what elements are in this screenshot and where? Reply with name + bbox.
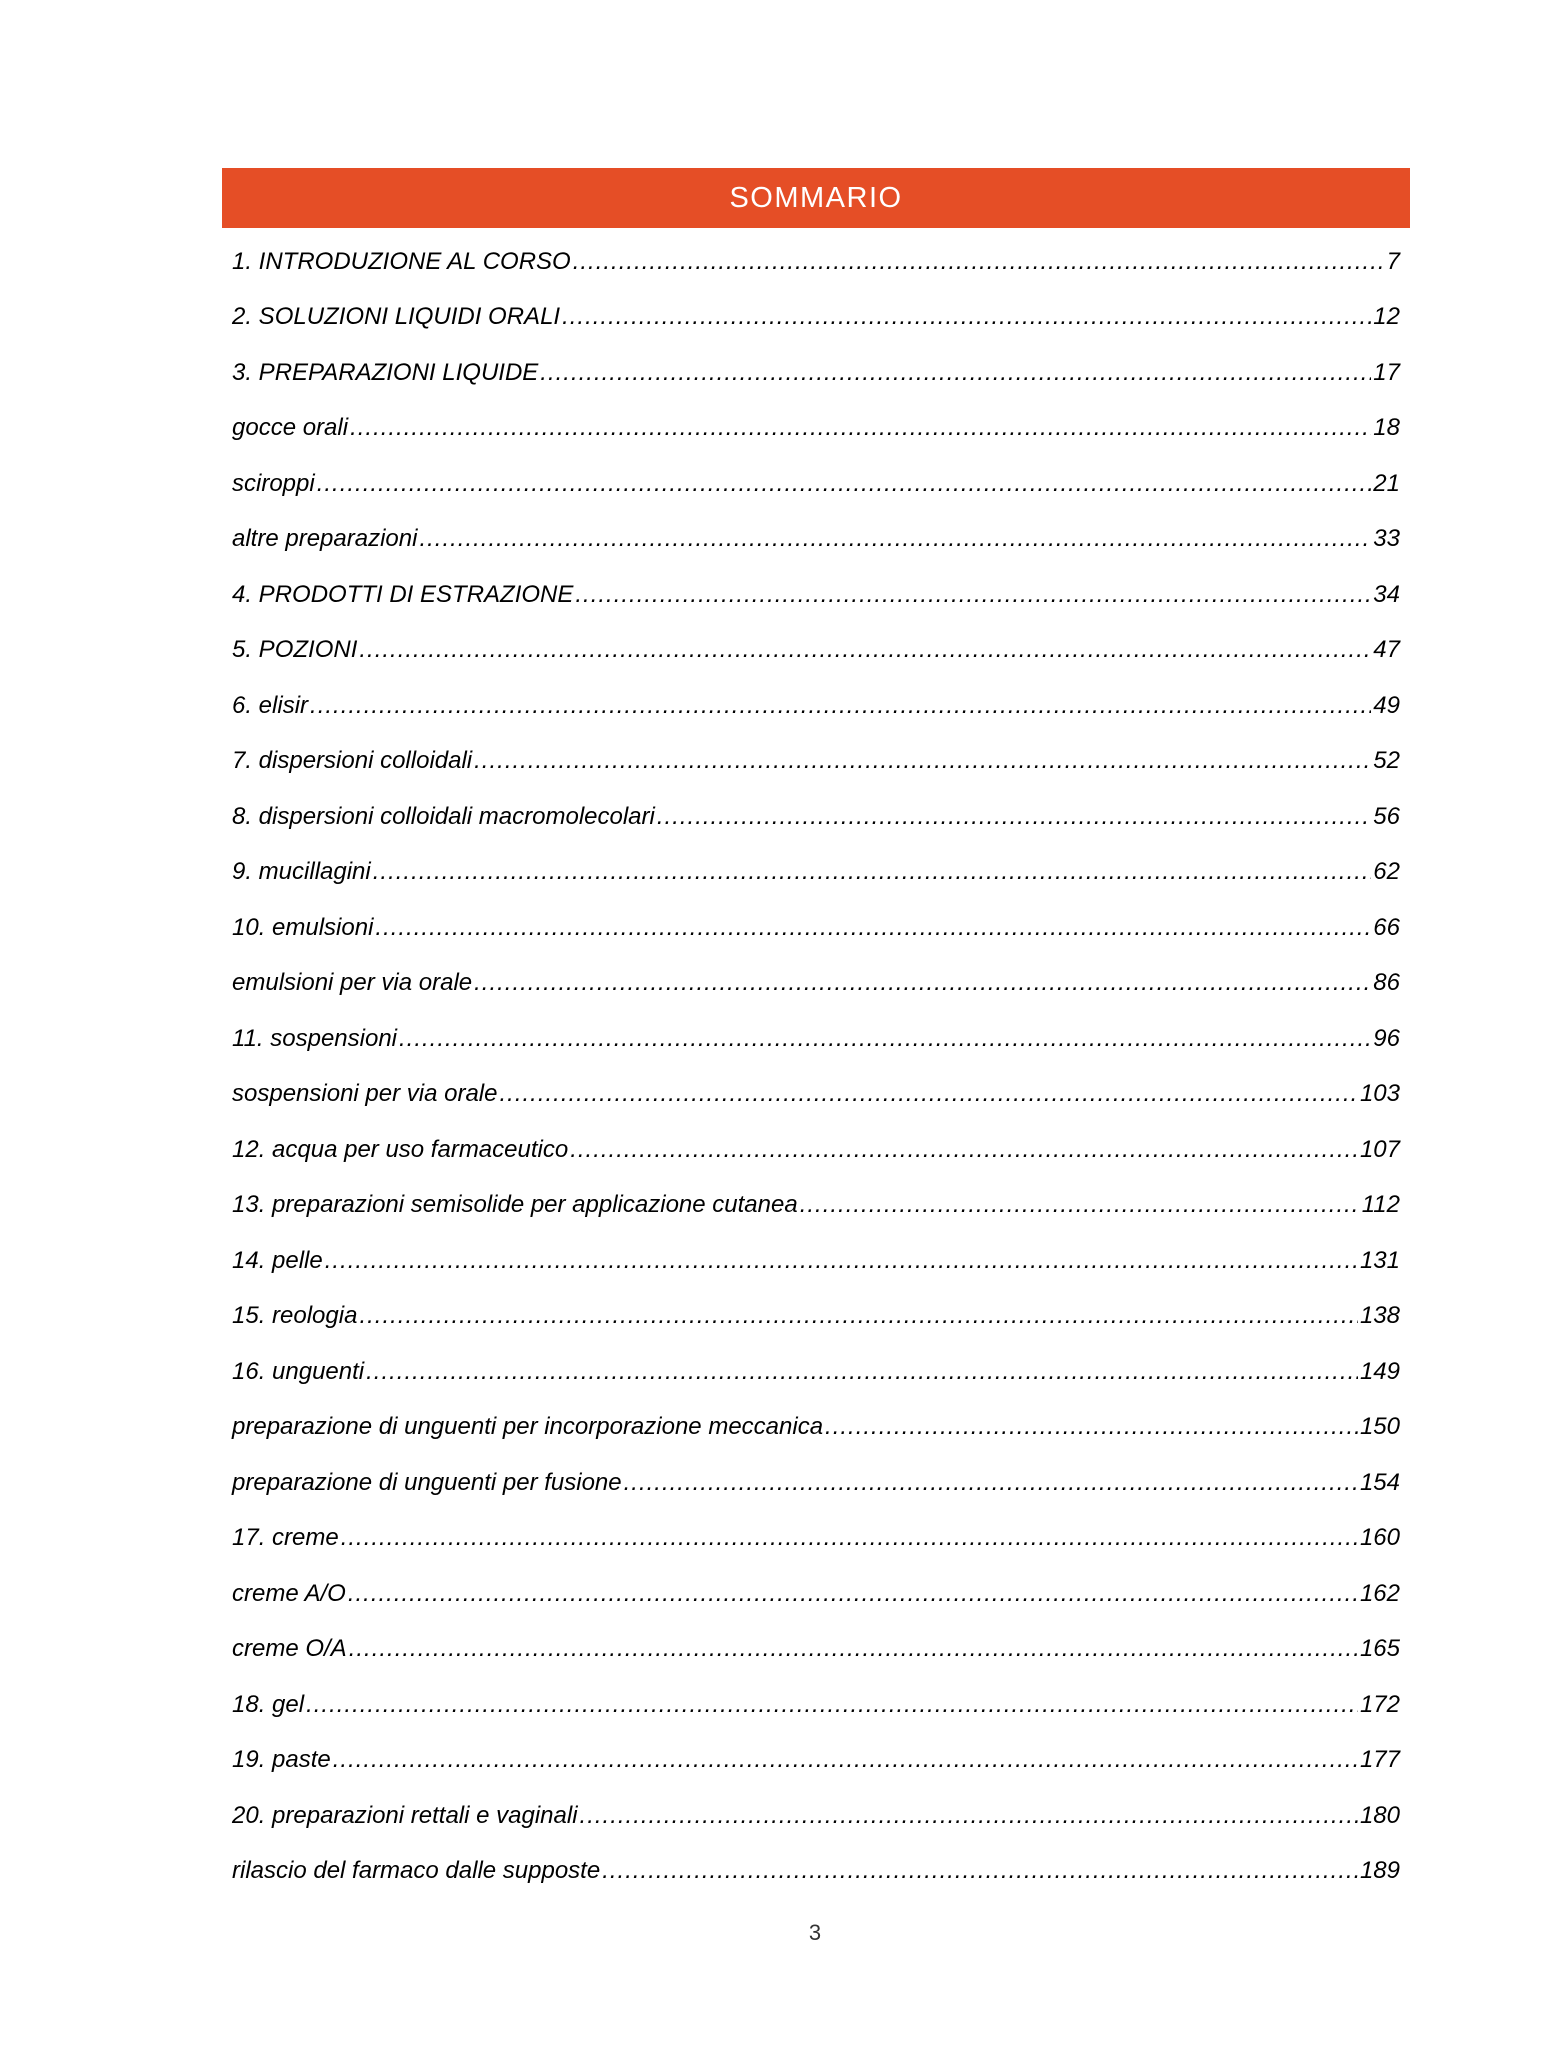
toc-entry-page: 107 bbox=[1359, 1135, 1400, 1163]
toc-entry[interactable] bbox=[232, 567, 1400, 623]
dot-leader bbox=[366, 1358, 1358, 1386]
toc-header bbox=[222, 168, 1410, 228]
toc-entry-page: 112 bbox=[1361, 1191, 1400, 1219]
dot-leader bbox=[310, 692, 1371, 720]
toc-entry-title: altre preparazioni bbox=[232, 525, 418, 553]
dot-leader bbox=[359, 636, 1371, 664]
toc-entry-page: 160 bbox=[1359, 1524, 1400, 1552]
dot-leader bbox=[624, 1469, 1358, 1497]
dot-leader bbox=[341, 1524, 1358, 1552]
dot-leader bbox=[570, 1136, 1358, 1164]
toc-entry[interactable] bbox=[232, 1011, 1400, 1067]
toc-entry-page: 165 bbox=[1359, 1635, 1400, 1663]
dot-leader bbox=[580, 1802, 1358, 1830]
dot-leader bbox=[575, 581, 1371, 609]
dot-leader bbox=[562, 303, 1371, 331]
dot-leader bbox=[540, 359, 1371, 387]
toc-entry-page: 49 bbox=[1373, 691, 1400, 719]
toc-entry-title: 7. dispersioni colloidali bbox=[232, 747, 473, 775]
toc-entry[interactable] bbox=[232, 401, 1400, 457]
toc-entry-title: 12. acqua per uso farmaceutico bbox=[232, 1135, 569, 1163]
toc-entry-title: 14. pelle bbox=[232, 1246, 323, 1274]
dot-leader bbox=[375, 914, 1371, 942]
toc-entry[interactable] bbox=[232, 1677, 1400, 1733]
toc-entry-title: sospensioni per via orale bbox=[232, 1080, 498, 1108]
toc-entry-page: 56 bbox=[1373, 802, 1400, 830]
dot-leader bbox=[657, 803, 1371, 831]
dot-leader bbox=[325, 1247, 1358, 1275]
toc-entry-page: 180 bbox=[1359, 1801, 1400, 1829]
toc-entry[interactable] bbox=[232, 1233, 1400, 1289]
toc-entry-title: 20. preparazioni rettali e vaginali bbox=[232, 1801, 578, 1829]
toc-entry-title: 19. paste bbox=[232, 1746, 331, 1774]
toc-entry[interactable] bbox=[232, 1122, 1400, 1178]
dot-leader bbox=[500, 1080, 1358, 1108]
toc-entry[interactable] bbox=[232, 734, 1400, 790]
toc-entry-title: 15. reologia bbox=[232, 1302, 358, 1330]
toc-entry-page: 18 bbox=[1373, 414, 1400, 442]
toc-entry-title: rilascio del farmaco dalle supposte bbox=[232, 1857, 601, 1885]
page-number: 3 bbox=[808, 1920, 822, 1945]
dot-leader bbox=[359, 1302, 1358, 1330]
toc-entry[interactable] bbox=[232, 845, 1400, 901]
toc-entry[interactable] bbox=[232, 1289, 1400, 1345]
dot-leader bbox=[350, 414, 1371, 442]
toc-entry-page: 189 bbox=[1359, 1857, 1400, 1885]
toc-entry-title: creme A/O bbox=[232, 1579, 346, 1607]
toc-entry-title: 13. preparazioni semisolide per applicazione cutanea bbox=[232, 1191, 798, 1219]
toc-entry-page: 177 bbox=[1359, 1746, 1400, 1774]
toc-entry[interactable] bbox=[232, 1400, 1400, 1456]
toc-entry[interactable] bbox=[232, 1455, 1400, 1511]
dot-leader bbox=[373, 858, 1372, 886]
toc-entry-page: 34 bbox=[1373, 580, 1400, 608]
toc-entry[interactable] bbox=[232, 956, 1400, 1012]
toc-entry[interactable] bbox=[232, 456, 1400, 512]
dot-leader bbox=[317, 470, 1372, 498]
dot-leader bbox=[602, 1857, 1358, 1885]
toc-entry-page: 66 bbox=[1373, 913, 1400, 941]
toc-entry-title: preparazione di unguenti per incorporazione meccanica bbox=[232, 1413, 824, 1441]
toc-entry[interactable] bbox=[232, 1344, 1400, 1400]
toc-entry-title: creme O/A bbox=[232, 1635, 347, 1663]
toc-list bbox=[232, 234, 1400, 1899]
toc-entry-page: 47 bbox=[1373, 636, 1400, 664]
toc-entry[interactable] bbox=[232, 900, 1400, 956]
toc-entry-title: 1. INTRODUZIONE AL CORSO bbox=[232, 247, 571, 275]
toc-entry[interactable] bbox=[232, 345, 1400, 401]
toc-entry-title: 5. POZIONI bbox=[232, 636, 358, 664]
toc-entry-title: 4. PRODOTTI DI ESTRAZIONE bbox=[232, 580, 574, 608]
toc-entry[interactable] bbox=[232, 512, 1400, 568]
toc-entry-title: 8. dispersioni colloidali macromolecolari bbox=[232, 802, 655, 830]
toc-entry[interactable] bbox=[232, 623, 1400, 679]
toc-entry[interactable] bbox=[232, 1511, 1400, 1567]
toc-entry-title: 2. SOLUZIONI LIQUIDI ORALI bbox=[232, 303, 561, 331]
toc-entry[interactable] bbox=[232, 1844, 1400, 1900]
toc-entry[interactable] bbox=[232, 1566, 1400, 1622]
toc-entry-title: 9. mucillagini bbox=[232, 858, 371, 886]
toc-entry-page: 17 bbox=[1373, 358, 1400, 386]
toc-entry-title: 18. gel bbox=[232, 1690, 305, 1718]
toc-entry-page: 149 bbox=[1359, 1357, 1400, 1385]
dot-leader bbox=[474, 747, 1371, 775]
toc-entry-title: 3. PREPARAZIONI LIQUIDE bbox=[232, 358, 539, 386]
dot-leader bbox=[333, 1746, 1358, 1774]
toc-entry-title: emulsioni per via orale bbox=[232, 969, 473, 997]
toc-entry-page: 12 bbox=[1373, 303, 1400, 331]
toc-entry[interactable] bbox=[232, 1733, 1400, 1789]
toc-entry-page: 154 bbox=[1359, 1468, 1400, 1496]
toc-entry-title: gocce orali bbox=[232, 414, 349, 442]
dot-leader bbox=[306, 1691, 1358, 1719]
toc-entry-title: sciroppi bbox=[232, 469, 315, 497]
toc-entry-title: preparazione di unguenti per fusione bbox=[232, 1468, 622, 1496]
toc-entry[interactable] bbox=[232, 789, 1400, 845]
toc-entry-page: 150 bbox=[1359, 1413, 1400, 1441]
toc-entry-page: 62 bbox=[1373, 858, 1400, 886]
toc-entry[interactable] bbox=[232, 1788, 1400, 1844]
dot-leader bbox=[474, 969, 1371, 997]
dot-leader bbox=[419, 525, 1371, 553]
toc-entry[interactable] bbox=[232, 290, 1400, 346]
toc-entry[interactable] bbox=[232, 234, 1400, 290]
toc-entry[interactable] bbox=[232, 1067, 1400, 1123]
dot-leader bbox=[800, 1191, 1360, 1219]
toc-entry-title: 10. emulsioni bbox=[232, 913, 374, 941]
toc-entry-page: 103 bbox=[1359, 1080, 1400, 1108]
toc-entry-page: 33 bbox=[1373, 525, 1400, 553]
toc-entry-page: 86 bbox=[1373, 969, 1400, 997]
dot-leader bbox=[348, 1580, 1358, 1608]
toc-entry-page: 96 bbox=[1373, 1024, 1400, 1052]
toc-entry[interactable] bbox=[232, 678, 1400, 734]
toc-entry-page: 138 bbox=[1359, 1302, 1400, 1330]
dot-leader bbox=[825, 1413, 1358, 1441]
toc-entry-title: 11. sospensioni bbox=[232, 1024, 397, 1052]
toc-entry-page: 172 bbox=[1359, 1690, 1400, 1718]
dot-leader bbox=[349, 1635, 1358, 1663]
dot-leader bbox=[573, 248, 1385, 276]
toc-entry-title: 16. unguenti bbox=[232, 1357, 365, 1385]
toc-entry-page: 52 bbox=[1373, 747, 1400, 775]
toc-entry-page: 7 bbox=[1386, 247, 1400, 275]
toc-entry[interactable] bbox=[232, 1178, 1400, 1234]
toc-entry-title: 17. creme bbox=[232, 1524, 339, 1552]
toc-entry-page: 162 bbox=[1359, 1579, 1400, 1607]
toc-entry-page: 21 bbox=[1373, 469, 1400, 497]
toc-entry-page: 131 bbox=[1359, 1246, 1400, 1274]
toc-entry[interactable] bbox=[232, 1622, 1400, 1678]
toc-heading: SOMMARIO bbox=[729, 181, 903, 214]
dot-leader bbox=[399, 1025, 1371, 1053]
toc-entry-title: 6. elisir bbox=[232, 691, 309, 719]
